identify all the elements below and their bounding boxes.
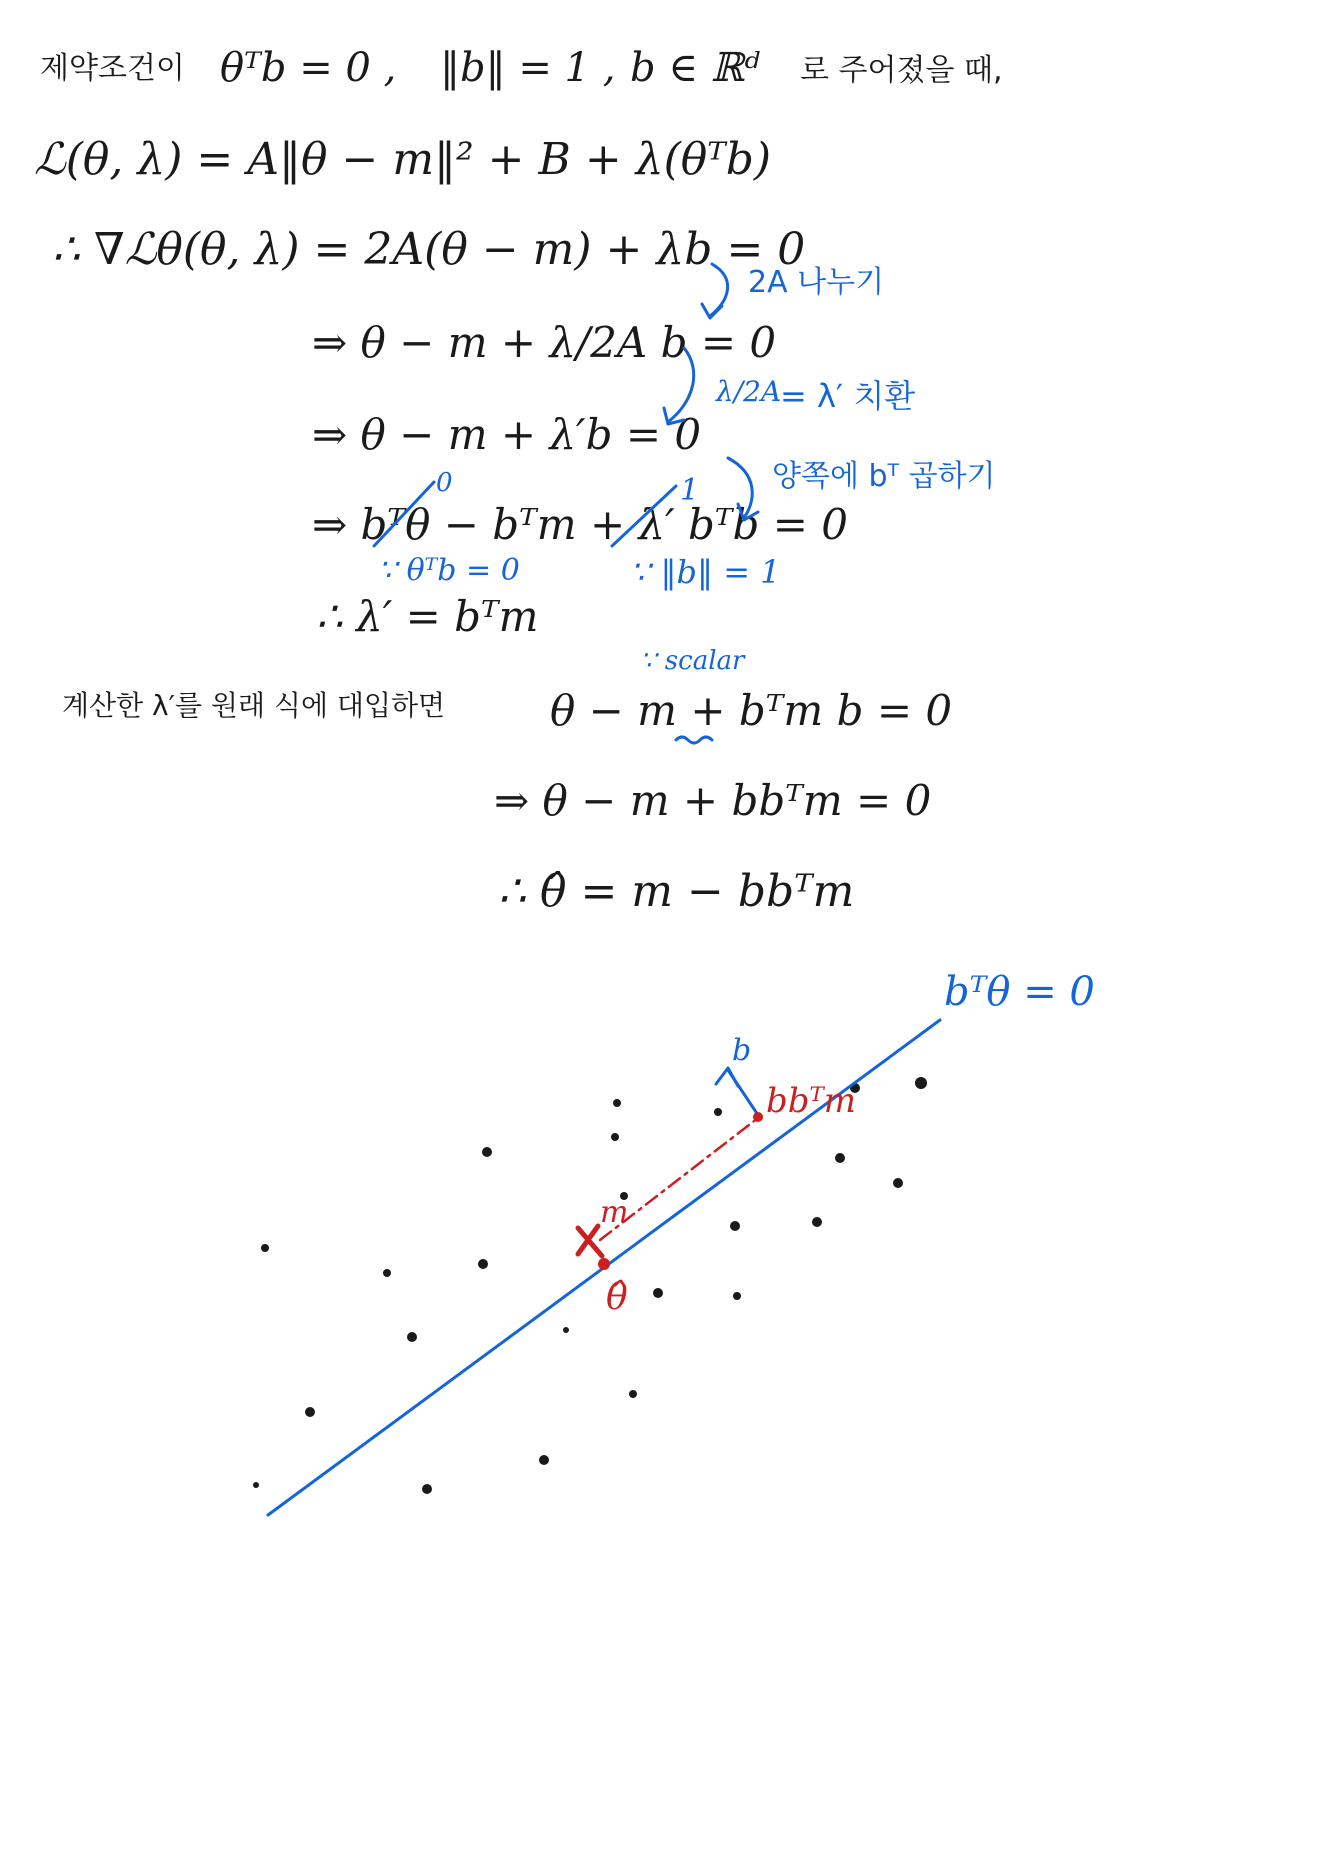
constraint-unit-norm: ‖b‖ = 1 , [440,45,616,91]
simplified-equation: ⇒ θ − m + bbᵀm = 0 [494,776,932,825]
substituted-equation: θ − m + bᵀm b = 0 [550,686,953,735]
constraint-domain: b ∈ ℝᵈ [630,45,760,91]
note-substitute-frac: λ/2A [716,375,782,408]
step2-equation: ⇒ θ − m + λ′b = 0 [312,410,702,459]
b-vector-label: b [732,1033,752,1068]
step3-equation: ⇒ bᵀθ − bᵀm + λ′ bᵀb = 0 [312,500,849,549]
projection-point [753,1112,763,1122]
theta-hat-point [598,1258,610,1270]
scalar-note: ∵ scalar [640,646,745,676]
step3-reason-left: ∵ θᵀb = 0 [378,553,520,588]
step1-equation: ⇒ θ − m + λ/2A b = 0 [312,318,777,367]
lambda-result: ∴ λ′ = bᵀm [316,592,539,641]
constraint-korean-tail: 로 주어졌을 때, [800,53,1003,88]
note-divide-2a: 2A 나누기 [748,265,885,300]
constraint-orthogonal: θᵀb = 0 , [220,45,397,91]
step3-cancel-zero: 0 [436,468,453,498]
note-multiply-bt: 양쪽에 bᵀ 곱하기 [772,459,996,494]
final-estimate: ∴ θ̂ = m − bbᵀm [498,866,855,917]
lagrangian-equation: ℒ(θ, λ) = A‖θ − m‖² + B + λ(θᵀb) [34,134,772,185]
data-points [253,1077,927,1494]
projection-label: bbᵀm [766,1081,857,1121]
theta-hat-label: θ̂ [606,1277,628,1318]
gradient-equation: ∴ ∇ℒθ(θ, λ) = 2A(θ − m) + λb = 0 [52,224,806,275]
constraint-line-label: bᵀθ = 0 [944,969,1095,1015]
step3-reason-right: ∵ ‖b‖ = 1 [630,553,781,591]
step3-cancel-one: 1 [680,473,700,508]
m-marker [578,1226,602,1256]
substitute-text: 계산한 λ′를 원래 식에 대입하면 [62,689,446,722]
note-substitute: = λ′ 치환 [780,377,916,415]
constraint-korean: 제약조건이 [40,51,185,86]
m-label: m [600,1195,629,1230]
